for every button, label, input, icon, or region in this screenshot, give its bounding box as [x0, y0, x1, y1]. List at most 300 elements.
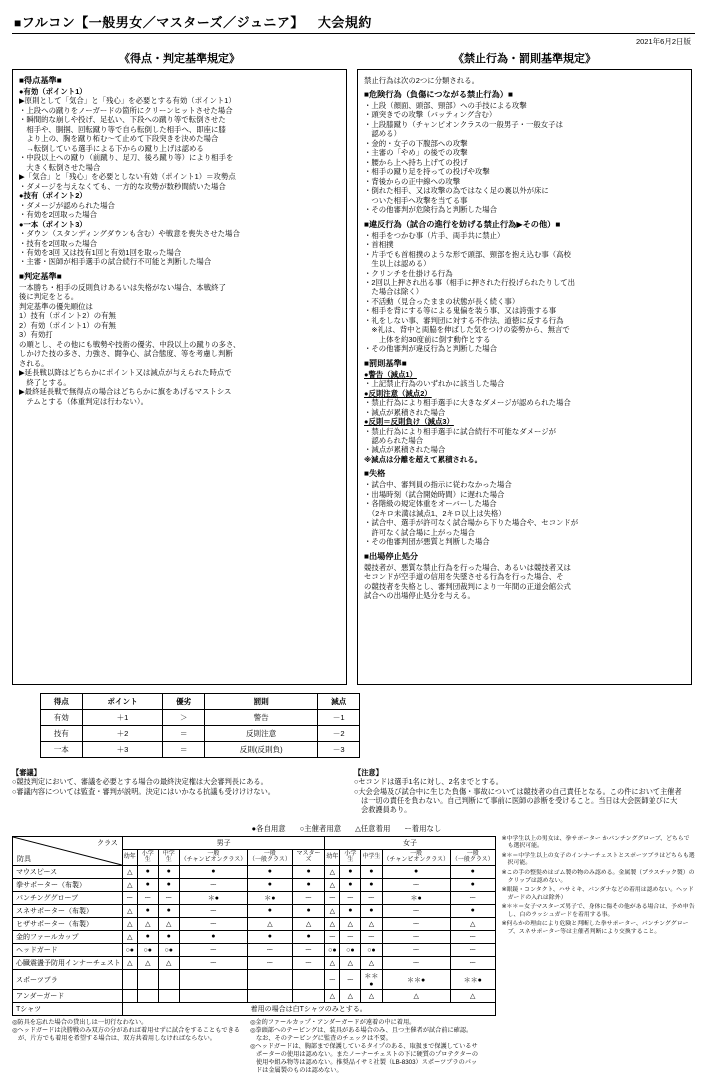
gear-table-row	[13, 917, 496, 930]
scoring-list-item: より上の、胸を蹴り柘む～て止めて下段突きを決めた場合	[19, 134, 219, 144]
scoring-list-item: ▶原則として「気合」と「残心」を必要とする有効（ポイント1）	[19, 96, 236, 106]
gear-area	[12, 836, 695, 1016]
prohibited-list-item: ・禁止行為により相手選手に大きなダメージが認められた場合	[364, 398, 571, 408]
gear-cell: △	[122, 878, 137, 891]
scoring-list-item: 3）有効打	[19, 330, 53, 340]
gear-side-note: ※＊＝中学生以上の女子のインナーチェストとスポーツブラはどちらも選択可能。	[501, 852, 695, 867]
title-subtitle: 大会規約	[317, 15, 372, 30]
shingi-note: ○競技判定において、審議を必要とする場合の最終決定権は大会審判長にある。	[12, 777, 268, 787]
scoring-list-item: ▶「気合」と「残心」を必要としない有効（ポイント1）＝攻勢点	[19, 172, 236, 182]
prohibited-list-item: ・不活動（見合ったままの状態が長く続く事）	[364, 296, 520, 306]
prohibited-list-item: ※減点は分離を超えて累積される。	[364, 454, 483, 464]
gear-cell: ー	[158, 891, 179, 904]
chuui-title: 【注意】	[354, 768, 383, 777]
gear-cell: ＊＊●	[382, 970, 450, 990]
gear-cell: ●	[137, 904, 158, 917]
prohibited-list-item: ・出場時刻（試合開始時間）に遅れた場合	[364, 489, 505, 499]
gear-table-row	[13, 970, 496, 990]
prohibited-list-item: ・各階級の規定体重をオーバーした場合	[364, 499, 497, 509]
scoring-list-item: ▶延長戦以降はどちらかにポイント又は減点が与えられた時点で	[19, 368, 232, 378]
gear-side-note: ※中学生以上の男女は、拳サポーター かパンチンググローブ、どちらでも選択可能。	[501, 835, 690, 850]
gear-table-row	[13, 878, 496, 891]
prohibited-list-item: ・首相撲	[364, 240, 394, 250]
gear-cell: △	[325, 990, 340, 1003]
gear-cell: △	[450, 990, 495, 1003]
gear-cell: △	[450, 917, 495, 930]
gear-cell: ●	[340, 878, 361, 891]
gear-cell: ●	[137, 865, 158, 878]
gear-cell: ●	[158, 878, 179, 891]
gear-cell: ー	[382, 904, 450, 917]
gear-cell: ー	[292, 943, 325, 956]
prohibited-list-item: （2キロ未満は減点1、2キロ以上は失格）	[364, 508, 506, 518]
gear-cell: ー	[325, 891, 340, 904]
gear-name-cell: 心臓震盪予防用インナーチェスト	[13, 957, 123, 970]
prohibited-list-item: ・倒れた相手、又は攻撃の為ではなく足の裏以外が床に	[364, 186, 549, 196]
gear-cell: ー	[179, 904, 247, 917]
gear-cell: △	[137, 957, 158, 970]
gear-cell: △	[325, 904, 340, 917]
gear-cell: ー	[325, 970, 340, 990]
gear-table-row	[13, 904, 496, 917]
gear-cell: ー	[382, 943, 450, 956]
right-intro: 禁止行為は次の2つに分類される。	[364, 76, 479, 85]
prohibited-list-item: ・その他審判団が悪質と判断した場合	[364, 537, 490, 547]
prohibited-list-item: ・上段（顔面、頭部、頸部）への手技による攻撃	[364, 101, 527, 110]
shingi-note: ○審議内容については監査・審判が説明。決定にはいかなる抗議も受けけけない。	[12, 786, 275, 796]
gear-cell: ●	[292, 904, 325, 917]
gear-cell: ○●	[361, 943, 382, 956]
scoring-list-item: 2）有効（ポイント1）の有無	[19, 320, 116, 330]
gear-cell: ●	[158, 904, 179, 917]
chuui-notes	[354, 768, 684, 815]
prohibited-list-item: セコンドが空手道の信用を失墜させる行為を行った場合、そ	[364, 572, 564, 582]
gear-cell: ●	[179, 930, 247, 943]
gear-cell	[179, 970, 247, 990]
gear-group-female: 女子	[325, 836, 495, 849]
scoring-list-item: ●有効（ポイント1）	[19, 87, 87, 96]
gear-cell: △	[340, 957, 361, 970]
gear-cell: ●	[158, 930, 179, 943]
gear-table-row	[13, 930, 496, 943]
gear-cell: ー	[361, 891, 382, 904]
prohibited-list-item: 認められた場合	[364, 436, 424, 445]
gear-cell: ー	[382, 917, 450, 930]
prohibited-list-item: ・頭突きでの攻撃（バッティング含む）	[364, 110, 497, 120]
prohibited-list-item: ・減点が累積された場合	[364, 407, 446, 417]
prohibited-list-item: ●反則注意（減点2）	[364, 388, 432, 398]
gear-table-row	[13, 865, 496, 878]
prohibited-list-item: ・相手をつかむ事（片手、両手共に禁止）	[364, 230, 505, 240]
gear-cell: ●	[248, 904, 293, 917]
scoring-list-item: の順とし、その他にも戦勢や技術の優劣、中段以上の蹴りの多さ、	[19, 339, 241, 349]
legend-item: ○主催者用意	[299, 823, 342, 833]
gear-column-header: 中学生	[158, 849, 179, 865]
gear-cell: △	[248, 917, 293, 930]
gear-side-note: ※何らかの理由により危険と判断した拳サポーター、パンチンググローブ、スネサポーター等は主催者判断により交換すること。	[501, 921, 689, 935]
score-table-row	[41, 742, 360, 758]
prohibited-list-item: ・試合中、選手が許可なく試合場から下りた場合や、セコンドが	[364, 518, 579, 528]
gear-cell: △	[122, 904, 137, 917]
gear-column-header: 中学生	[361, 849, 382, 865]
gear-column-header: 小学生	[137, 849, 158, 865]
scoring-list-item: ●一本（ポイント3）	[19, 219, 87, 229]
scoring-list-item: ・有効を2回取った場合	[19, 210, 98, 220]
score-table-cell: ＝	[163, 742, 205, 758]
prohibited-list-item: 認める）	[364, 129, 401, 139]
prohibited-section-title: ■危険行為（負傷につながる禁止行為）■	[364, 90, 513, 99]
gear-cell: ー	[179, 917, 247, 930]
scoring-list-item: ●技有（ポイント2）	[19, 191, 87, 201]
gear-name-cell: スネサポーター（布製）	[13, 904, 123, 917]
scoring-list-item: ・技有を2回取った場合	[19, 238, 98, 248]
score-penalty-table	[40, 693, 360, 758]
gear-column-header: 一般 （一般クラス）	[451, 851, 494, 864]
legend-item: ●各自用意	[251, 823, 286, 833]
prohibited-list-item: ※礼は、背中と両脇を伸ばした気をつけの姿勢から、無言で	[364, 325, 570, 335]
gear-cell: ●	[340, 865, 361, 878]
gear-cell: △	[361, 990, 382, 1003]
gear-merged-cell: 着用の場合は白Tシャツのみとする。	[122, 1003, 495, 1016]
gear-cell: △	[158, 917, 179, 930]
gear-cell: ●	[450, 878, 495, 891]
scoring-list-item: 1）技有（ポイント2）の有無	[19, 311, 116, 321]
gear-name-cell: 拳サポーター（布製）	[13, 878, 123, 891]
gear-name-cell: ヘッドガード	[13, 943, 123, 956]
scoring-section-title: ■得点基準■	[19, 76, 62, 85]
scoring-list-item: ・瞬間的な崩しや投げ、足払い、下段への蹴り等で転倒させた	[19, 115, 226, 125]
gear-cell: ●	[450, 904, 495, 917]
scoring-list-item: しかけた技の多さ、力強さ、闘争心、試合態度、等を考慮し判断	[19, 349, 233, 359]
gear-cell: ー	[292, 957, 325, 970]
shingi-notes	[12, 768, 342, 815]
gear-cell	[248, 970, 293, 990]
gear-cell: △	[122, 930, 137, 943]
scoring-list-item: 判定基準の優先順位は	[19, 301, 93, 311]
gear-cell: ー	[122, 891, 137, 904]
gear-column-header: 小学生	[340, 849, 361, 865]
prohibited-list-item: 生以上は認める）	[364, 259, 431, 269]
gear-requirements-table	[12, 836, 496, 1016]
prohibited-list-item: 試合への出場停止処分を与える。	[364, 591, 475, 601]
gear-table-class-label: クラス	[97, 839, 118, 847]
scoring-list-item: ・ダメージを与えなくても、一方的な攻勢が数秒間続いた場合	[19, 181, 226, 191]
gear-cell: △	[137, 917, 158, 930]
prohibited-list-item: ●反則＝反則負け（減点3）	[364, 417, 454, 427]
gear-side-note: ※＊＊＝女子マスターズ男子で、身体に傷その他がある場合は、予め申告し、白のラッシュガードを着用する事。	[501, 904, 695, 918]
gear-cell: ー	[340, 930, 361, 943]
gear-cell: △	[122, 957, 137, 970]
gear-cell: ー	[179, 943, 247, 956]
scoring-list-item: →転倒している選手による下からの蹴り上げは認める	[19, 143, 204, 153]
score-table-cell: ＋2	[82, 726, 163, 742]
gear-cell: ●	[292, 865, 325, 878]
prohibited-list-item: ・片手でも首相撲のような形で頭部、頸部を抱え込む事（高校	[364, 249, 571, 259]
prohibited-list-item: ・減点が累積された場合	[364, 445, 446, 455]
scoring-list-item: ・ダメージが認められた場合	[19, 200, 115, 210]
score-table-header	[41, 694, 360, 710]
prohibited-list-item: 許可なく試合場に上がった場合	[364, 527, 475, 537]
gear-cell: ＊＊●	[361, 970, 382, 990]
gear-cell	[292, 970, 325, 990]
gear-column-header: 幼年	[325, 849, 340, 865]
gear-cell: ●	[382, 865, 450, 878]
gear-column-header: 一般 （チャンピオンクラス）	[180, 851, 247, 864]
gear-table-row	[13, 957, 496, 970]
scoring-list-item: 一本勝ち・相手の反則負けあるいは失格がない場合、本戦終了	[19, 282, 226, 292]
prohibited-list-item: ●警告（減点1）	[364, 369, 417, 379]
legend-item: △任意着用	[355, 823, 391, 833]
scoring-list-item: ・ダウン（スタンディングダウンも含む）や戦意を喪失させた場合	[19, 229, 240, 239]
gear-legend	[12, 823, 695, 834]
scoring-list-item: 終了とする。	[19, 377, 71, 387]
prohibited-section-title: ■違反行為（試合の進行を妨げる禁止行為▶その他）■	[364, 219, 561, 229]
gear-cell	[137, 990, 158, 1003]
scoring-list-item: ・有効を3回 又は技有1回と有効1回を取った場合	[19, 247, 182, 257]
scoring-list-item: ・上段への蹴りをノーガードの箇所にクリーンヒットさせた場合	[19, 105, 233, 115]
prohibited-list-item: ・背後からの正中線への攻撃	[364, 176, 461, 186]
gear-cell: ＊●	[248, 891, 293, 904]
gear-cell: △	[325, 865, 340, 878]
gear-cell: ＊●	[382, 891, 450, 904]
gear-cell: ー	[292, 891, 325, 904]
gear-column-header: 幼年	[122, 849, 137, 865]
gear-cell: ●	[248, 878, 293, 891]
gear-cell: ー	[340, 970, 361, 990]
score-table-cell: －3	[318, 742, 360, 758]
scoring-section-list	[19, 191, 340, 267]
gear-cell: ー	[450, 943, 495, 956]
gear-cell: △	[325, 878, 340, 891]
gear-table-row	[13, 990, 496, 1003]
gear-cell: ●	[450, 865, 495, 878]
gear-cell: ●	[340, 904, 361, 917]
score-table-cell: ＝	[163, 726, 205, 742]
gear-name-cell: アンダーガード	[13, 990, 123, 1003]
gear-cell: ー	[179, 878, 247, 891]
prohibited-section-title: ■失格	[364, 469, 386, 479]
gear-cell: ー	[137, 891, 158, 904]
right-heading: 《禁止行為・罰則基準規定》	[453, 53, 596, 65]
gear-column-header: マスターズ	[292, 849, 325, 865]
prohibited-list-item: ・クリンチを仕掛ける行為	[364, 268, 453, 278]
gear-cell: ＊＊●	[450, 970, 495, 990]
gear-name-cell: 金的ファールカップ	[13, 930, 123, 943]
footnote: ◎拳頭部へのテーピングは、装具がある場合のみ、且つ主催者が試合前に確認。なお、そのテーピングに監査のチェックは不要。	[250, 1026, 473, 1042]
gear-cell: ●	[292, 930, 325, 943]
gear-cell: ●	[361, 904, 382, 917]
footnote: ◎防具を忘れた場合の貸出しは一切行なわない。	[12, 1018, 148, 1026]
prohibited-section-list	[364, 370, 685, 465]
page-title	[14, 12, 695, 31]
gear-cell: △	[325, 957, 340, 970]
gear-cell: ー	[450, 930, 495, 943]
gear-side-note: ※この手の整髪めはゴム製の物のみ認める。金属製（プラスチック製）のクリップは認めない。	[501, 869, 695, 884]
score-table-cell: 反則(反則負)	[205, 742, 318, 758]
gear-cell: ●	[248, 930, 293, 943]
gear-cell: ○●	[122, 943, 137, 956]
gear-cell: △	[340, 990, 361, 1003]
gear-cell: ー	[340, 891, 361, 904]
scoring-list-item: ・主審・医師が相手選手の試合続行不可能と判断した場合	[19, 257, 212, 267]
gear-cell: ー	[179, 957, 247, 970]
prohibited-list-item: の競技者を失格とし、審判団裁判により一年間の正道会館公式	[364, 581, 571, 591]
title-square-mark: ■	[14, 16, 22, 30]
gear-cell: △	[382, 990, 450, 1003]
gear-column-header: 一般 （チャンピオンクラス）	[383, 851, 450, 864]
prohibited-section-list	[364, 563, 685, 601]
prohibited-list-item: ・金的・女子の下腹部への攻撃	[364, 138, 468, 148]
prohibited-list-item: 上体を約30度前に倒す動作とする	[364, 334, 491, 344]
gear-cell: ●	[179, 865, 247, 878]
gear-cell: ＊●	[179, 891, 247, 904]
gear-cell	[292, 990, 325, 1003]
score-table-col-header: 減点	[318, 694, 360, 710]
prohibited-list-item: ・主審の「やめ」の後での攻撃	[364, 148, 468, 158]
gear-cell: ー	[382, 878, 450, 891]
gear-side-note: ※眼鏡・コンタクト、ハサミキ、バンダナなどの着用は認めない。ヘッドガードの入れは除外）	[501, 887, 694, 901]
prohibited-section-title: ■出場停止処分	[364, 551, 419, 561]
prohibited-list-item: ・その他審判が違反行為と判断した場合	[364, 344, 498, 354]
prohibited-list-item: ・禁止行為により相手選手に試合続行不可能なダメージが	[364, 426, 557, 436]
gear-cell: ○●	[325, 943, 340, 956]
gear-cell	[122, 970, 137, 990]
score-table-col-header: 得点	[41, 694, 83, 710]
score-table-area	[12, 693, 695, 758]
gear-cell: ○●	[340, 943, 361, 956]
prohibited-list-item: ・試合中、審判員の指示に従わなかった場合	[364, 480, 512, 490]
gear-name-cell: ヒザサポーター（布製）	[13, 917, 123, 930]
gear-cell: △	[292, 917, 325, 930]
chuui-note: ○大会会場及び試合中に生じた負傷・事故については競技者の自己責任となる。この件において主催者は一切の責任を負わない。自己判断にて事前に医師の診断を受けること。当日は大会医師並びに大会救護員あり。	[354, 786, 682, 815]
gear-side-notes	[502, 836, 695, 1016]
revision-date: 2021年6月2日版	[635, 37, 691, 46]
score-table-row	[41, 726, 360, 742]
scoring-list-item: ▶最終延長戦で無得点の場合はどちらかに旗をあげるマストシス	[19, 387, 232, 397]
footnote: ◎ヘッドガードは決勝戦のみ双方の分があれば着用せずに試合をすることもできるが、片方でも着用を希望する場合は、双方共着用しなければならない。	[12, 1026, 240, 1042]
score-table-col-header: 罰則	[205, 694, 318, 710]
gear-column-header: 一般 （一般クラス）	[249, 851, 291, 864]
score-table-cell: 技有	[41, 726, 83, 742]
gear-cell: △	[122, 865, 137, 878]
score-table-col-header: ポイント	[82, 694, 163, 710]
scoring-section-list	[19, 87, 340, 191]
gear-cell: ●	[137, 930, 158, 943]
score-table-cell: －1	[318, 710, 360, 726]
gear-cell: ●	[292, 878, 325, 891]
gear-cell: △	[325, 917, 340, 930]
scoring-list-item: テムとする（体重判定は行わない）。	[19, 396, 148, 406]
gear-cell: ー	[248, 943, 293, 956]
gear-table-row	[13, 1003, 496, 1016]
score-table-cell: －2	[318, 726, 360, 742]
prohibited-section-list	[364, 231, 685, 354]
prohibited-list-item: ・上記禁止行為のいずれかに該当した場合	[364, 379, 505, 389]
prohibited-acts-box	[357, 69, 692, 685]
prohibited-list-item: た場合は除く）	[364, 287, 424, 297]
gear-cell	[158, 990, 179, 1003]
prohibited-section-list	[364, 101, 685, 215]
footnote: ◎ヘッドガードは、胸部まで保護しているタイプのある、取扱まで保護しているサポーターの使用は認めない。またノーナーチェストの下に硬質のプロテクターの使用や組み物等は認めない。推奨品イサミ社製（LB-8303）スポーツブラのパッドは金属製のものは認めない。	[250, 1042, 479, 1075]
notes-area	[12, 762, 695, 815]
gear-cell: ●	[158, 865, 179, 878]
gear-cell	[179, 990, 247, 1003]
gear-cell: ー	[450, 957, 495, 970]
gear-cell: ー	[450, 891, 495, 904]
gear-cell: △	[122, 917, 137, 930]
gear-name-cell: マウスピース	[13, 865, 123, 878]
main-columns	[12, 50, 695, 685]
gear-cell: ●	[248, 865, 293, 878]
scoring-list-item: 後に判定をとる。	[19, 292, 79, 302]
gear-table-corner	[13, 836, 123, 865]
prohibited-list-item: ・相手を背にする等による鬼偏を装う事、又は誇張する事	[364, 306, 557, 316]
scoring-rules-box	[12, 69, 347, 685]
scoring-section-list	[19, 283, 340, 406]
gear-cell: ー	[382, 930, 450, 943]
score-table-cell: ＋3	[82, 742, 163, 758]
gear-cell: ○●	[137, 943, 158, 956]
scoring-list-item: 大きく転倒させた場合	[19, 162, 101, 172]
prohibited-section-list	[364, 480, 685, 546]
scoring-section-title: ■判定基準■	[19, 271, 62, 281]
prohibited-list-item: ・その他審判が危険行為と判断した場合	[364, 205, 498, 215]
score-table-row	[41, 710, 360, 726]
gear-cell: △	[361, 957, 382, 970]
gear-group-male: 男子	[122, 836, 325, 849]
score-table-cell: 有効	[41, 710, 83, 726]
gear-cell: ー	[325, 930, 340, 943]
prohibited-list-item: ・2回以上押され出る事（相手に押された行投げられたりして出	[364, 277, 576, 287]
chuui-note: ○セコンドは選手1名に対し、2名までとする。	[354, 777, 503, 787]
gear-cell	[248, 990, 293, 1003]
prohibited-list-item: ついた相手へ攻撃を当てる事	[364, 195, 468, 205]
gear-table-row	[13, 891, 496, 904]
footnotes	[12, 1019, 695, 1075]
footnote: ◎金的ファールカップ・アンダーガードが遠着の中に着用。	[250, 1018, 416, 1026]
gear-name-cell: スポーツブラ	[13, 970, 123, 990]
prohibited-list-item: 競技者が、悪質な禁止行為を行った場合、あるいは競技者又は	[364, 562, 571, 572]
gear-cell	[158, 970, 179, 990]
gear-cell	[137, 970, 158, 990]
gear-cell: ●	[137, 878, 158, 891]
right-column	[357, 50, 692, 685]
gear-cell: △	[158, 957, 179, 970]
left-heading: 《得点・判定基準規定》	[119, 53, 240, 65]
scoring-list-item: される。	[19, 358, 49, 368]
legend-item: ー着用なし	[404, 823, 442, 833]
prohibited-section-title: ■罰則基準■	[364, 358, 407, 368]
gear-table-gear-label: 防具	[17, 855, 31, 863]
score-table-cell: ＋1	[82, 710, 163, 726]
gear-cell	[122, 990, 137, 1003]
score-table-cell: 一本	[41, 742, 83, 758]
prohibited-list-item: ・礼をしない事、審判団に対する不作法、道徳に反する行為	[364, 315, 564, 325]
title-divider	[12, 33, 695, 34]
gear-cell: ー	[382, 957, 450, 970]
gear-cell: ●	[361, 865, 382, 878]
gear-name-cell: Tシャツ	[13, 1003, 123, 1016]
prohibited-list-item: ・腰から上へ持ち上げての投げ	[364, 157, 468, 167]
gear-cell: ー	[248, 957, 293, 970]
shingi-title: 【審議】	[12, 768, 41, 777]
score-table-cell: 警告	[205, 710, 318, 726]
gear-table-row	[13, 943, 496, 956]
gear-cell: △	[340, 917, 361, 930]
scoring-list-item: 相手や、胴掴、回転蹴り等で自ら転倒した相手へ、即座に膝	[19, 124, 226, 134]
title-text: フルコン【一般男女／マスターズ／ジュニア】	[21, 15, 304, 30]
score-table-col-header: 優劣	[163, 694, 205, 710]
